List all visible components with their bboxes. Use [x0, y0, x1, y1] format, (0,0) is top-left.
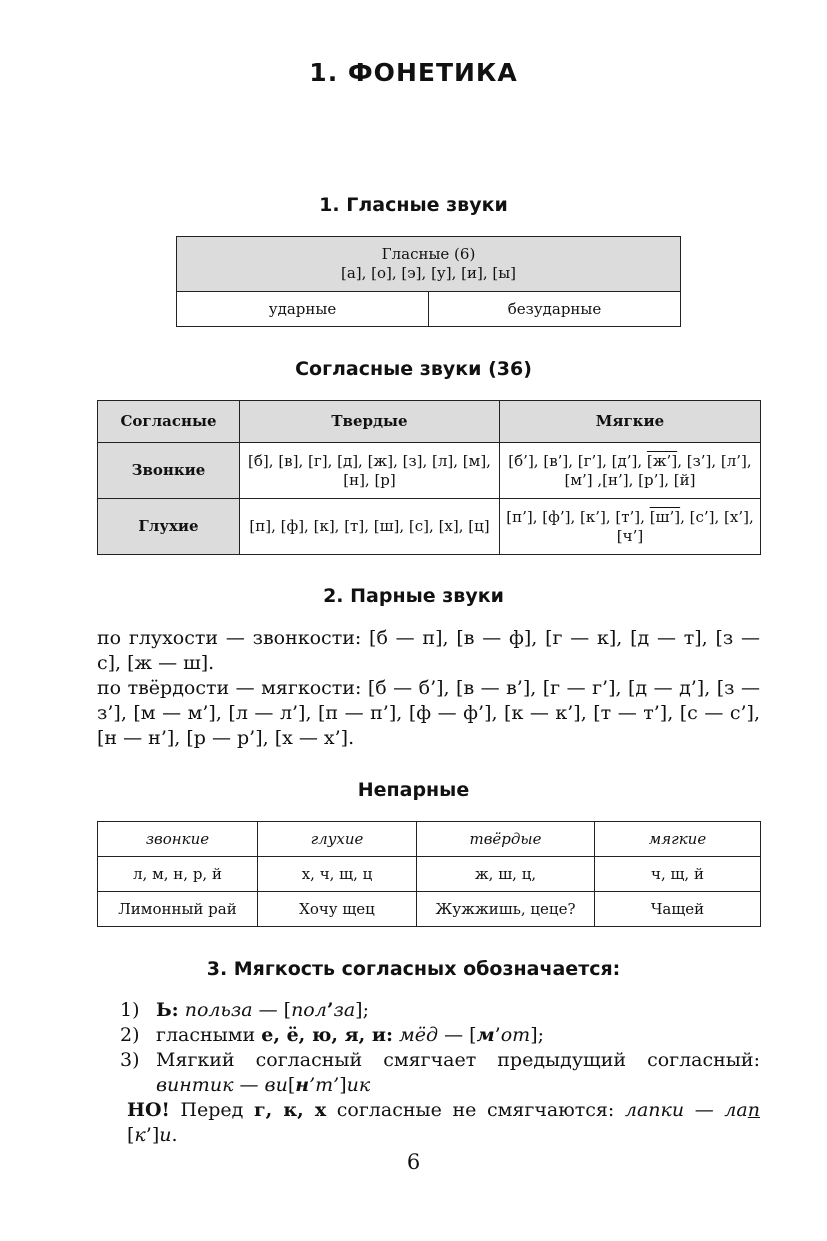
- consonants-hard-cell: [п], [ф], [к], [т], [ш], [с], [х], [ц]: [240, 499, 500, 555]
- vowels-header-cell: [177, 237, 681, 292]
- unpaired-header: твёрдые: [417, 822, 595, 857]
- unpaired-heading: Непарные: [357, 779, 470, 801]
- softness-note: НО! Перед г, к, х согласные не смягчаются: лапки — лап [к’]и.: [127, 1099, 760, 1146]
- unpaired-mnemonic: Лимонный рай: [98, 892, 258, 927]
- unpaired-mnemonic: Чащей: [595, 892, 761, 927]
- paired-heading: 2. Парные звуки: [323, 585, 504, 607]
- unpaired-mnemonic: Жужжишь, цеце?: [417, 892, 595, 927]
- paired-text: [97, 626, 760, 751]
- consonants-table: [97, 400, 761, 555]
- unpaired-letters: х, ч, щ, ц: [258, 857, 417, 892]
- consonants-header: Твердые: [240, 401, 500, 443]
- vowels-heading: 1. Гласные звуки: [319, 194, 508, 216]
- unpaired-letters: ч, щ, й: [595, 857, 761, 892]
- consonants-soft-cell: [п’], [ф’], [к’], [т’], [ш’], [с’], [х’], [ч’]: [500, 499, 761, 555]
- unpaired-header: мягкие: [595, 822, 761, 857]
- consonants-header: Согласные: [98, 401, 240, 443]
- consonants-soft-cell: [б’], [в’], [г’], [д’], [ж’], [з’], [л’], [м’] ,[н’], [р’], [й]: [500, 443, 761, 499]
- unpaired-mnemonic: Хочу щец: [258, 892, 417, 927]
- consonants-hard-cell: [б], [в], [г], [д], [ж], [з], [л], [м], [н], [р]: [240, 443, 500, 499]
- unpaired-letters: ж, ш, ц,: [417, 857, 595, 892]
- consonants-heading: Согласные звуки (36): [295, 358, 532, 380]
- consonants-row-label: Звонкие: [98, 443, 240, 499]
- paired-voicing: по глухости — звонкости: [б — п], [в — ф], [г — к], [д — т], [з — с], [ж — ш].: [97, 627, 760, 674]
- vowels-header-line2: [а], [о], [э], [у], [и], [ы]: [340, 264, 517, 282]
- vowels-table: [176, 236, 681, 327]
- unpaired-letters: л, м, н, р, й: [98, 857, 258, 892]
- softness-list: [120, 998, 760, 1148]
- consonants-row-label: Глухие: [98, 499, 240, 555]
- vowels-unstressed: безударные: [429, 292, 681, 327]
- list-item: 3) Мягкий согласный смягчает предыдущий согласный: винтик — ви[н’т’]ик: [120, 1049, 760, 1096]
- consonants-header: Мягкие: [500, 401, 761, 443]
- list-item: 1) Ь: польза — [пол’за];: [120, 999, 369, 1021]
- paired-hardness: по твёрдости — мягкости: [б — б’], [в — в’], [г — г’], [д — д’], [з — з’], [м — м’], [л — л’], [п — п’], [ф — ф’], [к — к’], [т — т’], [с — с’], [н — н’], [р — р’], [х — х’].: [97, 677, 760, 749]
- unpaired-header: глухие: [258, 822, 417, 857]
- page-title: 1. ФОНЕТИКА: [309, 58, 518, 87]
- unpaired-table: [97, 821, 761, 927]
- vowels-header-line1: Гласные (6): [381, 245, 476, 263]
- page-number: 6: [406, 1150, 421, 1174]
- unpaired-header: звонкие: [98, 822, 258, 857]
- vowels-stressed: ударные: [177, 292, 429, 327]
- list-item: 2) гласными е, ё, ю, я, и: мёд — [м’от];: [120, 1024, 545, 1046]
- softness-heading: 3. Мягкость согласных обозначается:: [206, 958, 621, 980]
